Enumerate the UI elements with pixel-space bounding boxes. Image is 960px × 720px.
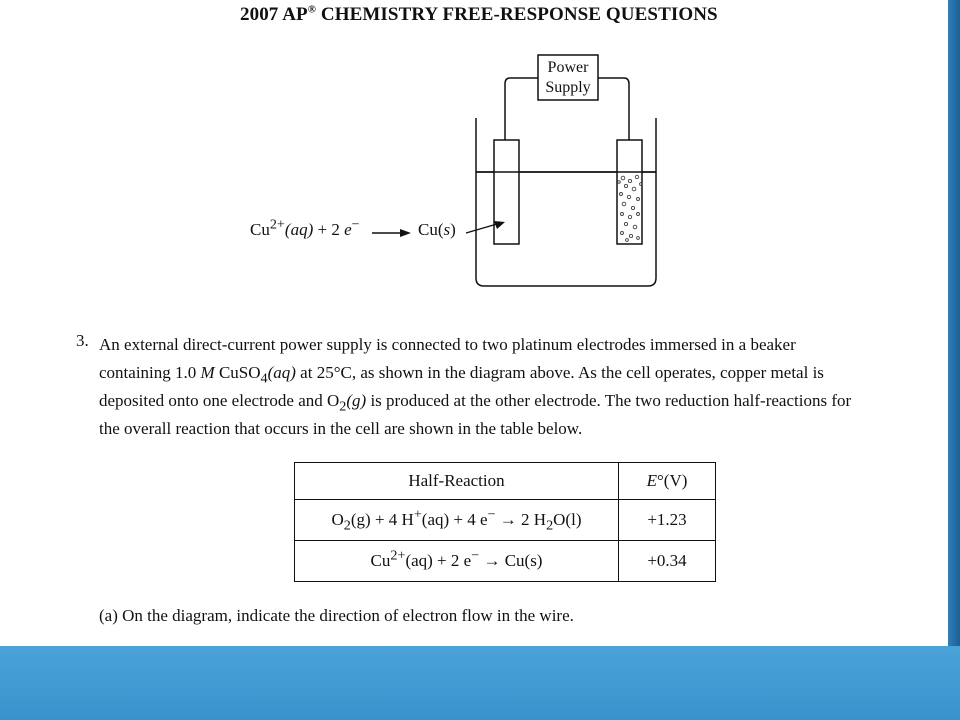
potential-oxygen: +1.23 xyxy=(619,500,716,541)
half-reaction-oxygen xyxy=(295,500,619,541)
plus-electrons: + 2 xyxy=(313,220,345,239)
electrolysis-cell-diagram xyxy=(0,0,948,300)
pointer-arrow-shaft xyxy=(466,224,497,233)
question-text xyxy=(99,331,939,443)
molarity-symbol: M xyxy=(200,363,215,382)
aq-phase: (aq) xyxy=(284,220,314,239)
table-row xyxy=(295,541,716,582)
cathode-reaction-reactants xyxy=(250,216,360,240)
cuso-formula: CuSO xyxy=(214,363,261,382)
power-supply-label xyxy=(540,58,596,98)
slide-right-edge-band xyxy=(948,0,960,648)
header-half-reaction: Half-Reaction xyxy=(295,463,619,500)
header-title-pre: 2007 AP xyxy=(240,4,308,25)
r1-h-charge: + xyxy=(413,506,422,523)
r2-e: (aq) + 2 e xyxy=(405,551,472,570)
slide-bottom-band xyxy=(0,646,960,720)
r1-water-sub: 2 xyxy=(546,517,554,534)
close-paren: ) xyxy=(450,220,456,239)
r1-h: (g) + 4 H xyxy=(350,510,414,529)
cu-metal: Cu( xyxy=(418,220,444,239)
left-wire xyxy=(505,78,538,140)
r1-water-end: O(l) xyxy=(553,510,582,529)
question-line-3 xyxy=(99,387,939,415)
cu-ion: Cu xyxy=(250,220,270,239)
r2-cu-charge: 2+ xyxy=(390,547,406,564)
cu-charge: 2+ xyxy=(269,216,285,233)
solid-phase: s xyxy=(443,220,451,239)
cathode-reaction-product xyxy=(418,220,456,240)
question-line-4: the overall reaction that occurs in the cell are shown in the table below. xyxy=(99,419,583,438)
table-row xyxy=(295,500,716,541)
r2-e-charge: − xyxy=(471,547,480,564)
r1-o: O xyxy=(331,510,344,529)
left-electrode xyxy=(494,140,519,244)
line3-post: is produced at the other electrode. The two reduction half-reactions for xyxy=(366,391,852,410)
question-line-2 xyxy=(99,359,939,387)
equation-arrow-head xyxy=(400,229,411,237)
potential-copper: +0.34 xyxy=(619,541,716,582)
power-supply-line1: Power xyxy=(547,59,589,76)
r1-water: → 2 H xyxy=(495,510,547,529)
right-electrode xyxy=(617,140,642,244)
r1-o-sub: 2 xyxy=(343,517,351,534)
line2-pre: containing 1.0 xyxy=(99,363,201,382)
half-reaction-copper xyxy=(295,541,619,582)
header-potential-unit: °(V) xyxy=(656,471,688,490)
r2-cu: Cu xyxy=(370,551,391,570)
header-e-symbol: E xyxy=(646,471,657,490)
question-number: 3. xyxy=(76,331,89,350)
registered-mark: ® xyxy=(307,3,317,16)
part-a-question: (a) On the diagram, indicate the direction of electron flow in the wire. xyxy=(99,606,574,625)
r2-product: → Cu(s) xyxy=(479,551,543,570)
power-supply-line2: Supply xyxy=(545,79,591,96)
line3-pre: deposited onto one electrode and O xyxy=(99,391,340,410)
table-header-row xyxy=(295,463,716,500)
o2-subscript: 2 xyxy=(339,398,347,415)
r1-e: (aq) + 4 e xyxy=(421,510,488,529)
header-potential xyxy=(619,463,716,500)
cuso-subscript: 4 xyxy=(260,370,268,387)
header-title-post: CHEMISTRY FREE-RESPONSE QUESTIONS xyxy=(316,4,718,25)
electron-symbol: e xyxy=(344,220,352,239)
line2-post: at 25°C, as shown in the diagram above. As the cell operates, copper metal is xyxy=(295,363,824,382)
electron-charge: − xyxy=(351,216,360,233)
cuso-phase: (aq) xyxy=(267,363,296,382)
half-reaction-table xyxy=(294,462,716,582)
question-line-1: An external direct-current power supply is connected to two platinum electrodes immersed in a beaker xyxy=(99,335,796,354)
o2-phase: (g) xyxy=(346,391,367,410)
r1-e-charge: − xyxy=(487,506,496,523)
right-wire xyxy=(598,78,629,140)
